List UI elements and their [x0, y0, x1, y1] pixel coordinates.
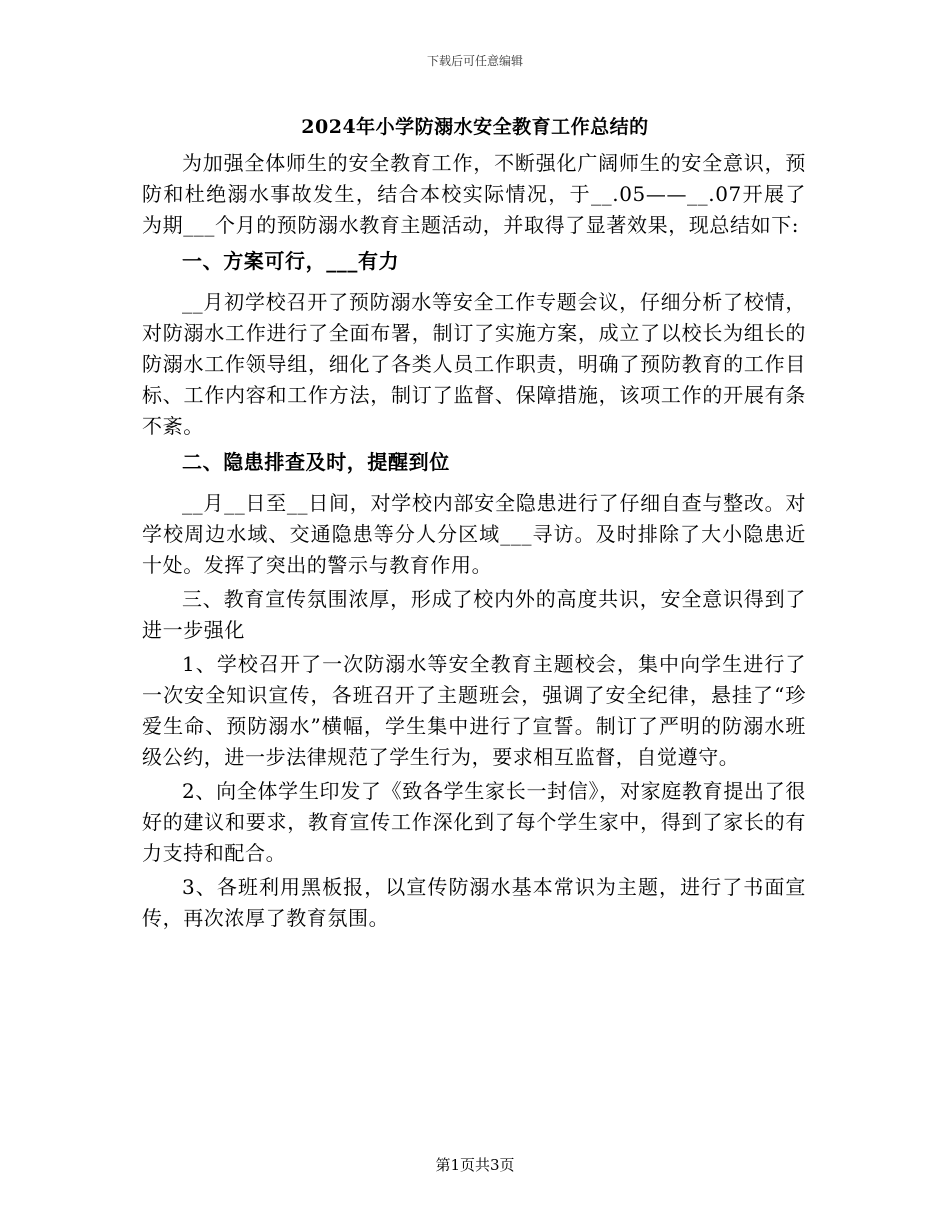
intro-paragraph: 为加强全体师生的安全教育工作，不断强化广阔师生的安全意识，预防和杜绝溺水事故发生，结合本校实际情况，于__.05——__.07开展了为期___个月的预防溺水教育主题活动，并取得了显著效果，现总结如下: [142, 151, 806, 237]
item-1-paragraph: 1、学校召开了一次防溺水等安全教育主题校会，集中向学生进行了一次安全知识宣传，各班召开了主题班会，强调了安全纪律，悬挂了“珍爱生命、预防溺水”横幅，学生集中进行了宣誓。制订了严明的防溺水班级公约，进一步法律规范了学生行为，要求相互监督，自觉遵守。 [142, 652, 806, 769]
page-number: 第1页共3页 [435, 1156, 515, 1174]
section-heading-3: 三、教育宣传氛围浓厚，形成了校内外的高度共识，安全意识得到了进一步强化 [142, 587, 806, 642]
document-body [142, 148, 806, 937]
section-heading-1: 一、方案可行，___有力 [182, 249, 400, 273]
document-title: 2024年小学防溺水安全教育工作总结的 [301, 116, 649, 138]
section-2-paragraph: __月__日至__日间，对学校内部安全隐患进行了仔细自查与整改。对学校周边水域、交通隐患等分人分区域___寻访。及时排除了大小隐患近十处。发挥了突出的警示与教育作用。 [142, 491, 806, 577]
item-3-paragraph: 3、各班利用黑板报，以宣传防溺水基本常识为主题，进行了书面宣传，再次浓厚了教育氛围。 [142, 875, 806, 930]
section-heading-2: 二、隐患排查及时，提醒到位 [182, 450, 450, 474]
header-note: 下载后可任意编辑 [426, 54, 523, 68]
section-1-paragraph: __月初学校召开了预防溺水等安全工作专题会议，仔细分析了校情，对防溺水工作进行了全面布署，制订了实施方案，成立了以校长为组长的防溺水工作领导组，细化了各类人员工作职责，明确了预防教育的工作目标、工作内容和工作方法，制订了监督、保障措施，该项工作的开展有条不紊。 [142, 290, 806, 438]
item-2-paragraph: 2、向全体学生印发了《致各学生家长一封信》，对家庭教育提出了很好的建议和要求，教育宣传工作深化到了每个学生家中，得到了家长的有力支持和配合。 [142, 779, 806, 865]
